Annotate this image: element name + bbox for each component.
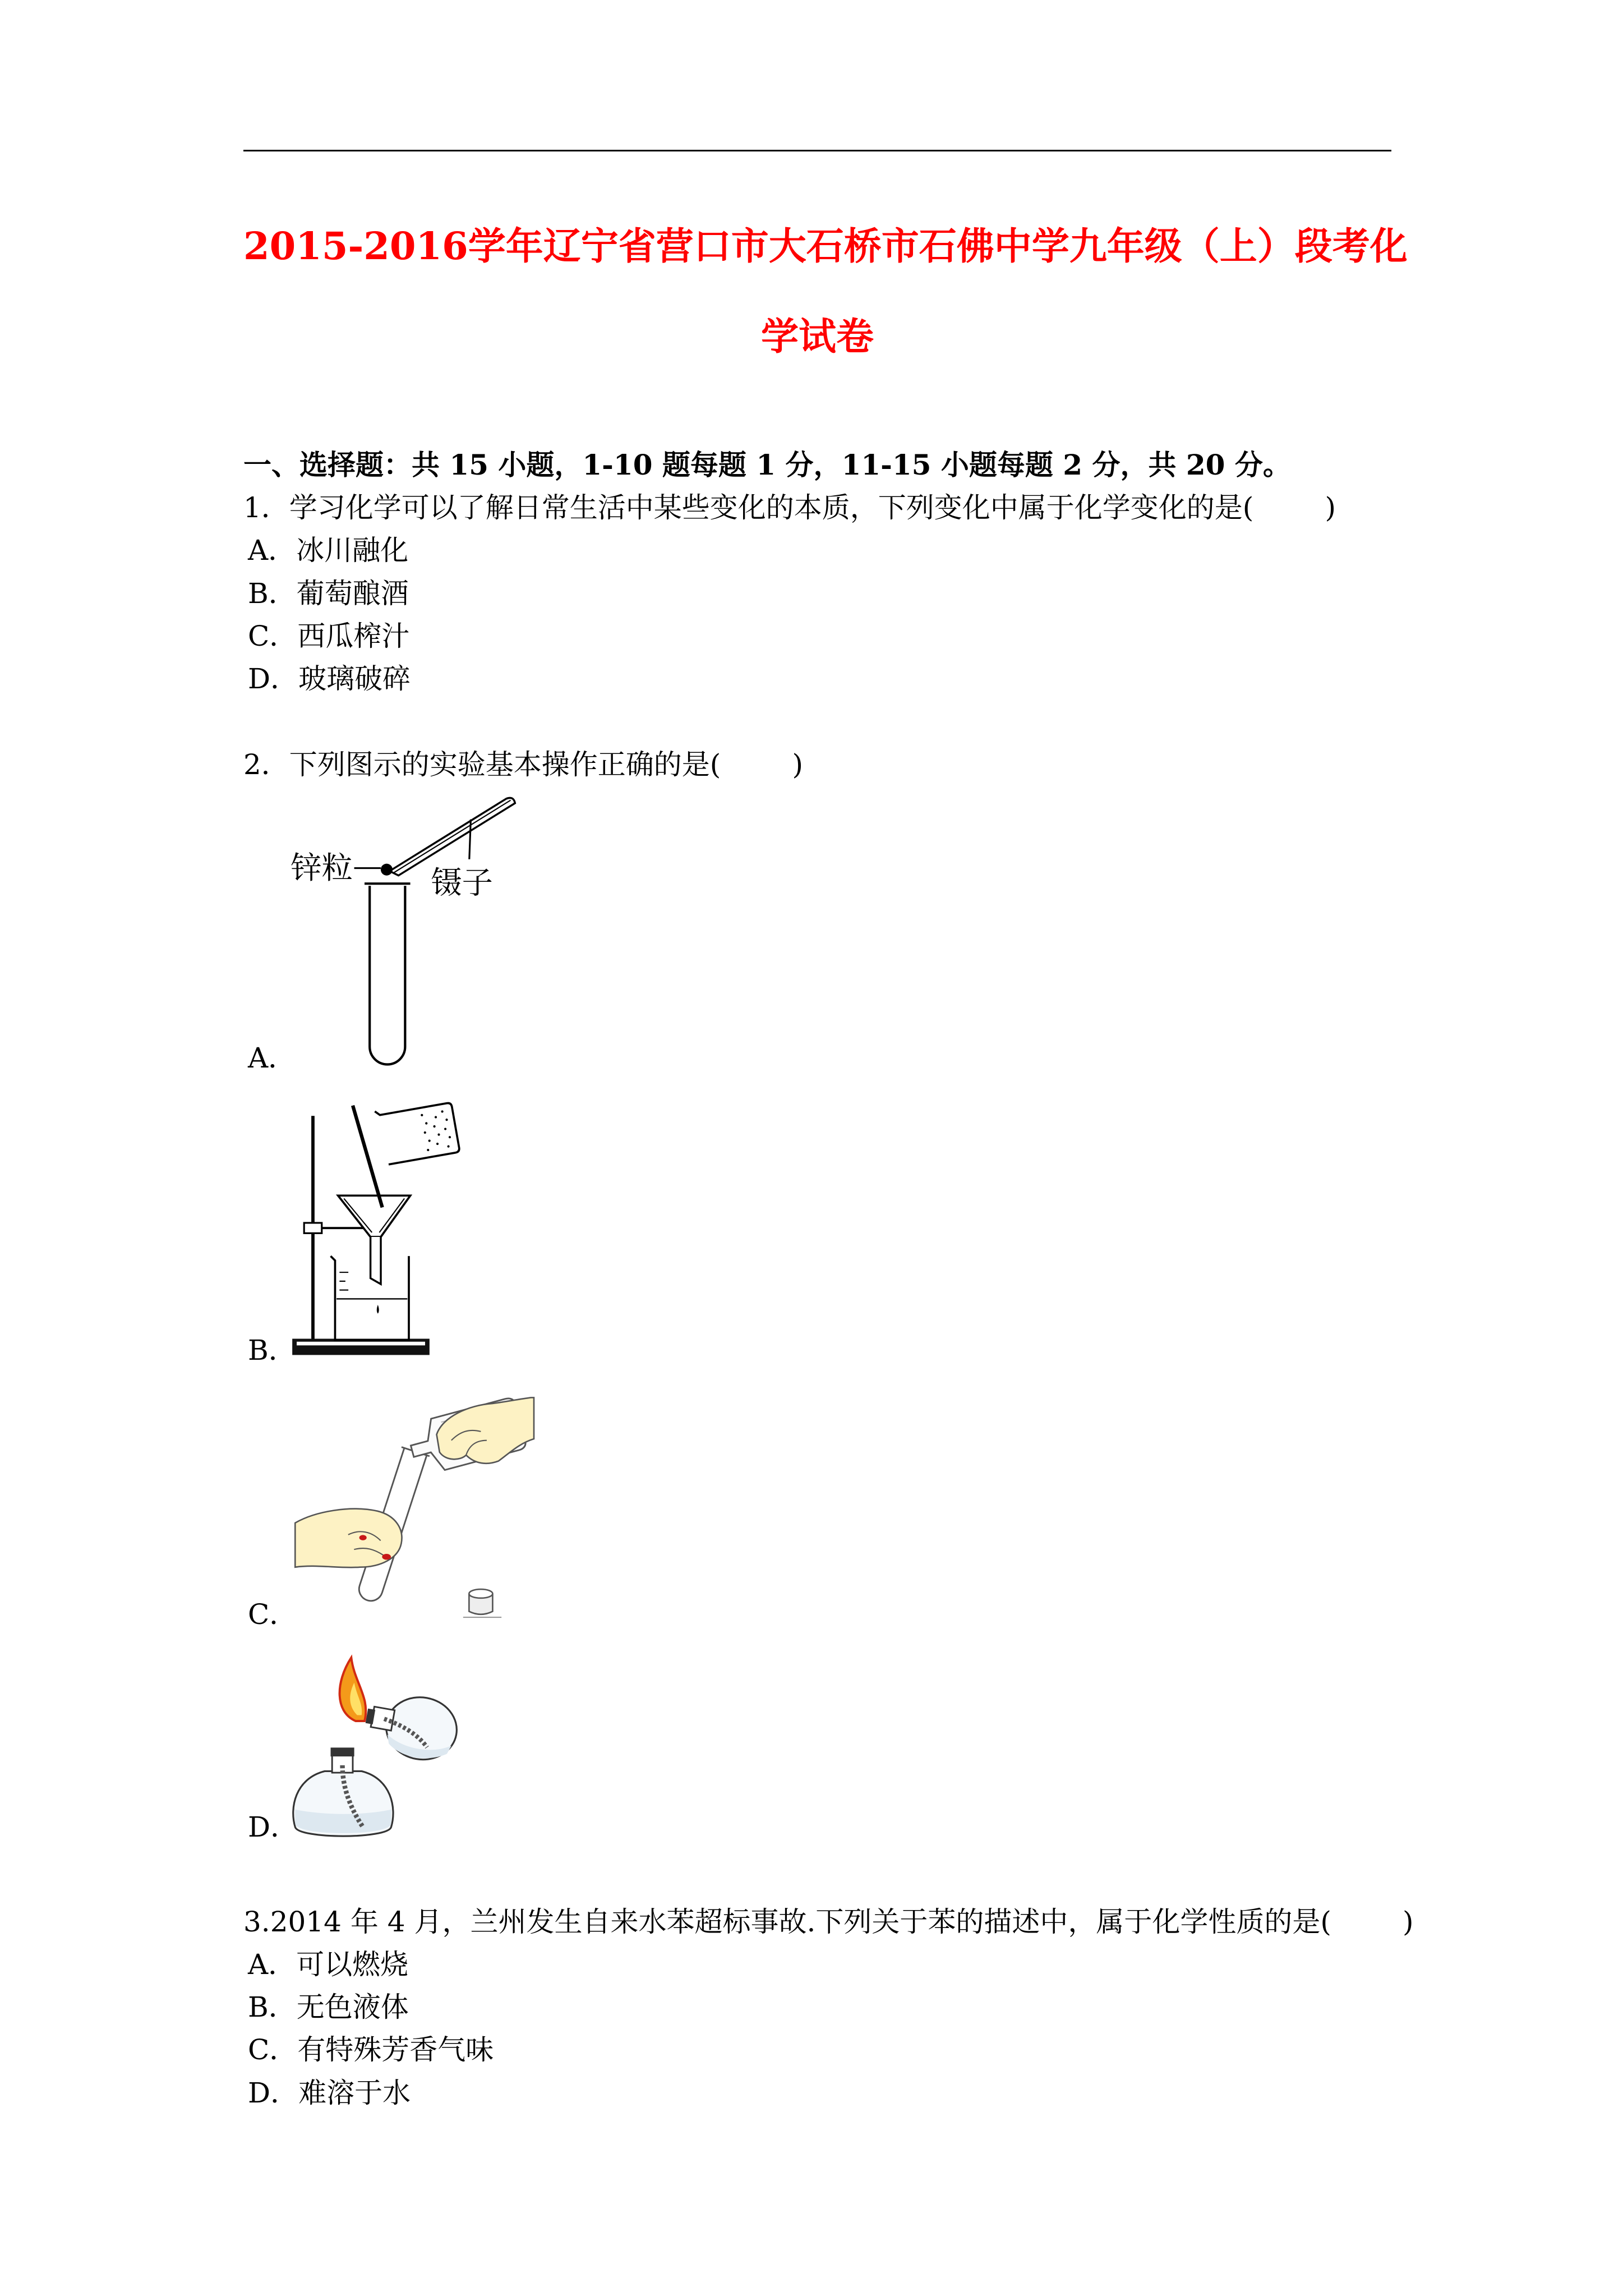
tweezers-seam [394, 800, 511, 873]
title-line-1: 2015-2016学年辽宁省营口市大石桥市石佛中学九年级（上）段考化 [243, 224, 1408, 268]
question-2-figure-a [280, 790, 517, 1075]
question-2-option-c: C． [248, 1598, 298, 1631]
flame [340, 1658, 366, 1721]
fingernail-2 [359, 1535, 367, 1540]
question-2-option-b: B． [248, 1334, 297, 1366]
test-tube [370, 886, 405, 1064]
lower-alcohol-lamp [293, 1747, 393, 1836]
section-heading: 一、选择题：共 15 小题，1-10 题每题 1 分，11-15 小题每题 2 分，共 20 分。 [243, 448, 1291, 481]
tweezers-label: 镊子 [431, 865, 493, 901]
zinc-granule [381, 864, 393, 876]
stand-base-highlight [297, 1342, 425, 1346]
title-line-2: 学试卷 [761, 314, 874, 358]
question-2-stem: 2．下列图示的实验基本操作正确的是( ) [243, 748, 803, 781]
zinc-label: 锌粒 [291, 850, 353, 886]
question-3-option-d: D．难溶于水 [248, 2077, 411, 2109]
question-1-option-a: A．冰川融化 [248, 534, 409, 567]
question-2-option-a: A． [248, 1042, 297, 1074]
question-3-option-a: A．可以燃烧 [248, 1948, 409, 1981]
question-1-option-b: B．葡萄酿酒 [248, 577, 409, 610]
question-3-option-c: C．有特殊芳香气味 [248, 2033, 494, 2066]
beaker-graduations [339, 1272, 348, 1290]
funnel [338, 1195, 411, 1237]
question-3-stem: 3.2014 年 4 月，兰州发生自来水苯超标事故.下列关于苯的描述中，属于化学性质的是( ) [243, 1906, 1414, 1938]
question-1-option-d: D．玻璃破碎 [248, 662, 411, 695]
header-rule [243, 150, 1391, 151]
fingernail [382, 1554, 391, 1560]
stand-clamp [304, 1223, 322, 1233]
question-1-stem: 1．学习化学可以了解日常生活中某些变化的本质，下列变化中属于化学变化的是( ) [243, 491, 1336, 524]
funnel-stem [371, 1237, 381, 1284]
question-3-option-b: B．无色液体 [248, 1991, 409, 2023]
question-2-figure-b [285, 1097, 465, 1361]
pouring-hand [437, 1397, 534, 1463]
bottle-stopper [463, 1589, 501, 1617]
upper-alcohol-lamp [361, 1688, 462, 1765]
question-2-figure-c [292, 1395, 534, 1626]
pouring-beaker [375, 1098, 460, 1166]
question-2-option-d: D． [248, 1811, 299, 1843]
question-2-figure-d [285, 1653, 460, 1845]
drop [377, 1305, 379, 1314]
question-1-option-c: C．西瓜榨汁 [248, 620, 410, 652]
